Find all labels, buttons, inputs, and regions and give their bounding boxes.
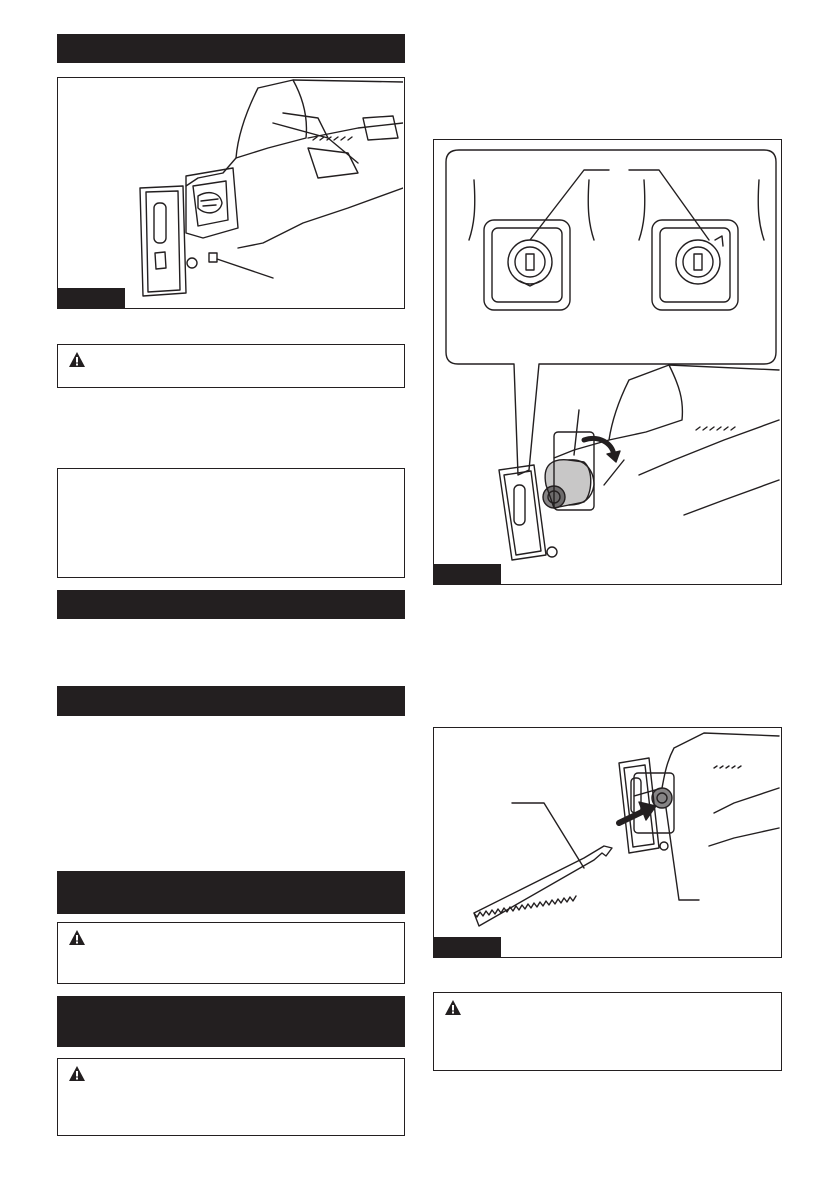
- figure-1-caption-tab: [58, 288, 125, 308]
- warning-triangle-icon: [69, 1066, 85, 1081]
- figure-1-frame: [57, 77, 405, 309]
- section-heading-bar-3: [57, 686, 405, 716]
- figure-3-caption-tab: [434, 937, 501, 957]
- caution-box-1: [57, 344, 405, 388]
- section-heading-bar-2: [57, 590, 405, 619]
- section-heading-bar-5: [57, 996, 405, 1047]
- figure-3-frame: [433, 727, 782, 958]
- warning-triangle-icon: [445, 1000, 461, 1015]
- caution-box-4: [433, 992, 782, 1071]
- note-box: [57, 468, 405, 578]
- caution-box-3: [57, 1058, 405, 1136]
- section-heading-bar-4: [57, 871, 405, 914]
- section-heading-bar-1: [57, 34, 405, 63]
- caution-box-2: [57, 922, 405, 984]
- figure-1-drawing: [58, 78, 403, 307]
- figure-2-drawing: [434, 140, 780, 583]
- figure-2-frame: [433, 139, 782, 585]
- figure-3-drawing: [434, 728, 780, 956]
- warning-triangle-icon: [69, 352, 85, 367]
- warning-triangle-icon: [69, 930, 85, 945]
- figure-2-caption-tab: [434, 564, 501, 584]
